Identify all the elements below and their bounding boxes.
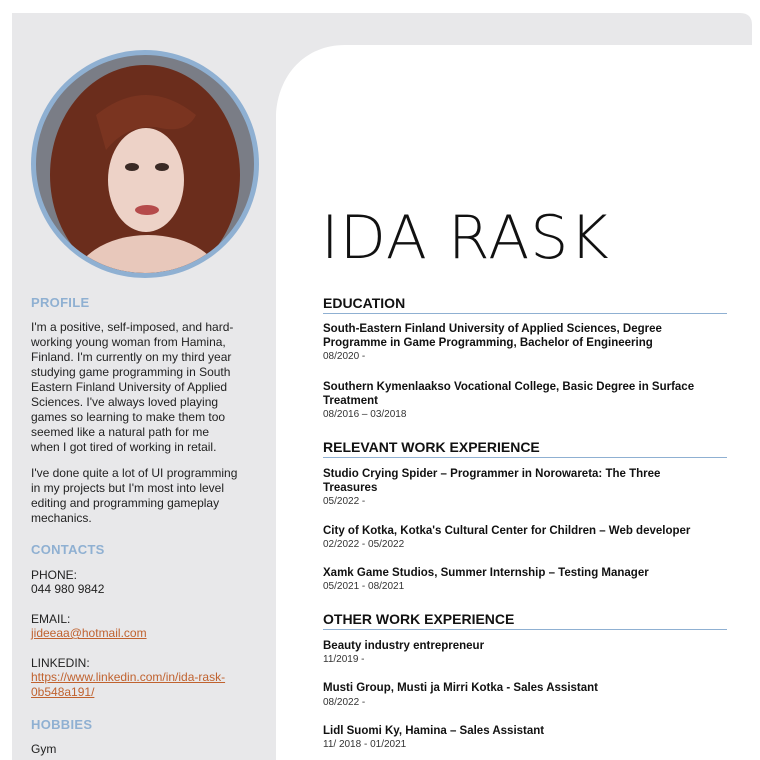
education-heading: EDUCATION [323,295,727,314]
other-entry-date: 08/2022 - [323,697,366,708]
relevant-entry-title: City of Kotka, Kotka's Cultural Center for Children – Web developer [323,525,691,537]
other-entry-title: Lidl Suomi Ky, Hamina – Sales Assistant [323,725,545,737]
education-entry-date: 08/2020 - [323,351,366,362]
education-entry-date: 08/2016 – 03/2018 [323,409,407,420]
phone-value: 044 980 9842 [31,582,105,596]
linkedin-label: LINKEDIN: [31,656,90,670]
linkedin-link[interactable]: https://www.linkedin.com/in/ida-rask- 0b548a191/ [31,670,226,699]
education-entry-title: South-Eastern Finland University of Applied Sciences, Degree Programme in Game Programming, Bachelor of Engineering [323,323,662,349]
education-entry-title: Southern Kymenlaakso Vocational College, Basic Degree in Surface Treatment [323,381,695,407]
profile-heading: PROFILE [31,295,90,310]
relevant-entry-date: 05/2021 - 08/2021 [323,581,405,592]
other-entry-date: 11/2019 - [323,654,365,665]
phone-label: PHONE: [31,568,78,582]
other-entry-title: Musti Group, Musti ja Mirri Kotka - Sales Assistant [323,682,598,694]
other-entry-date: 11/ 2018 - 01/2021 [323,739,407,750]
hobby-item: Gym [31,742,57,756]
relevant-entry-date: 05/2022 - [323,496,366,507]
relevant-entry-title: Xamk Game Studios, Summer Internship – Testing Manager [323,567,649,579]
profile-text: I'm a positive, self-imposed, and hard- working young woman from Hamina, Finland. I'm currently on my third year studying game programming in South Eastern Finland University of Applied Sciences. I've always loved playing games so learning to make them too seemed like a natural path for me when I got tired of working in retail. [31,320,234,454]
email-label: EMAIL: [31,612,71,626]
relevant-entry-date: 02/2022 - 05/2022 [323,539,405,550]
contacts-heading: CONTACTS [31,542,105,557]
resume-name: IDA RASK [321,203,610,273]
other-entry-title: Beauty industry entrepreneur [323,640,485,652]
relevant-work-heading: RELEVANT WORK EXPERIENCE [323,439,727,458]
profile-photo [36,55,254,273]
hobbies-heading: HOBBIES [31,717,93,732]
other-work-heading: OTHER WORK EXPERIENCE [323,611,727,630]
relevant-entry-title: Studio Crying Spider – Programmer in Norowareta: The Three Treasures [323,468,661,494]
email-link[interactable]: jideeaa@hotmail.com [31,626,147,640]
profile-text-2: I've done quite a lot of UI programming in my projects but I'm most into level editing and programming gameplay mechanics. [31,466,238,525]
